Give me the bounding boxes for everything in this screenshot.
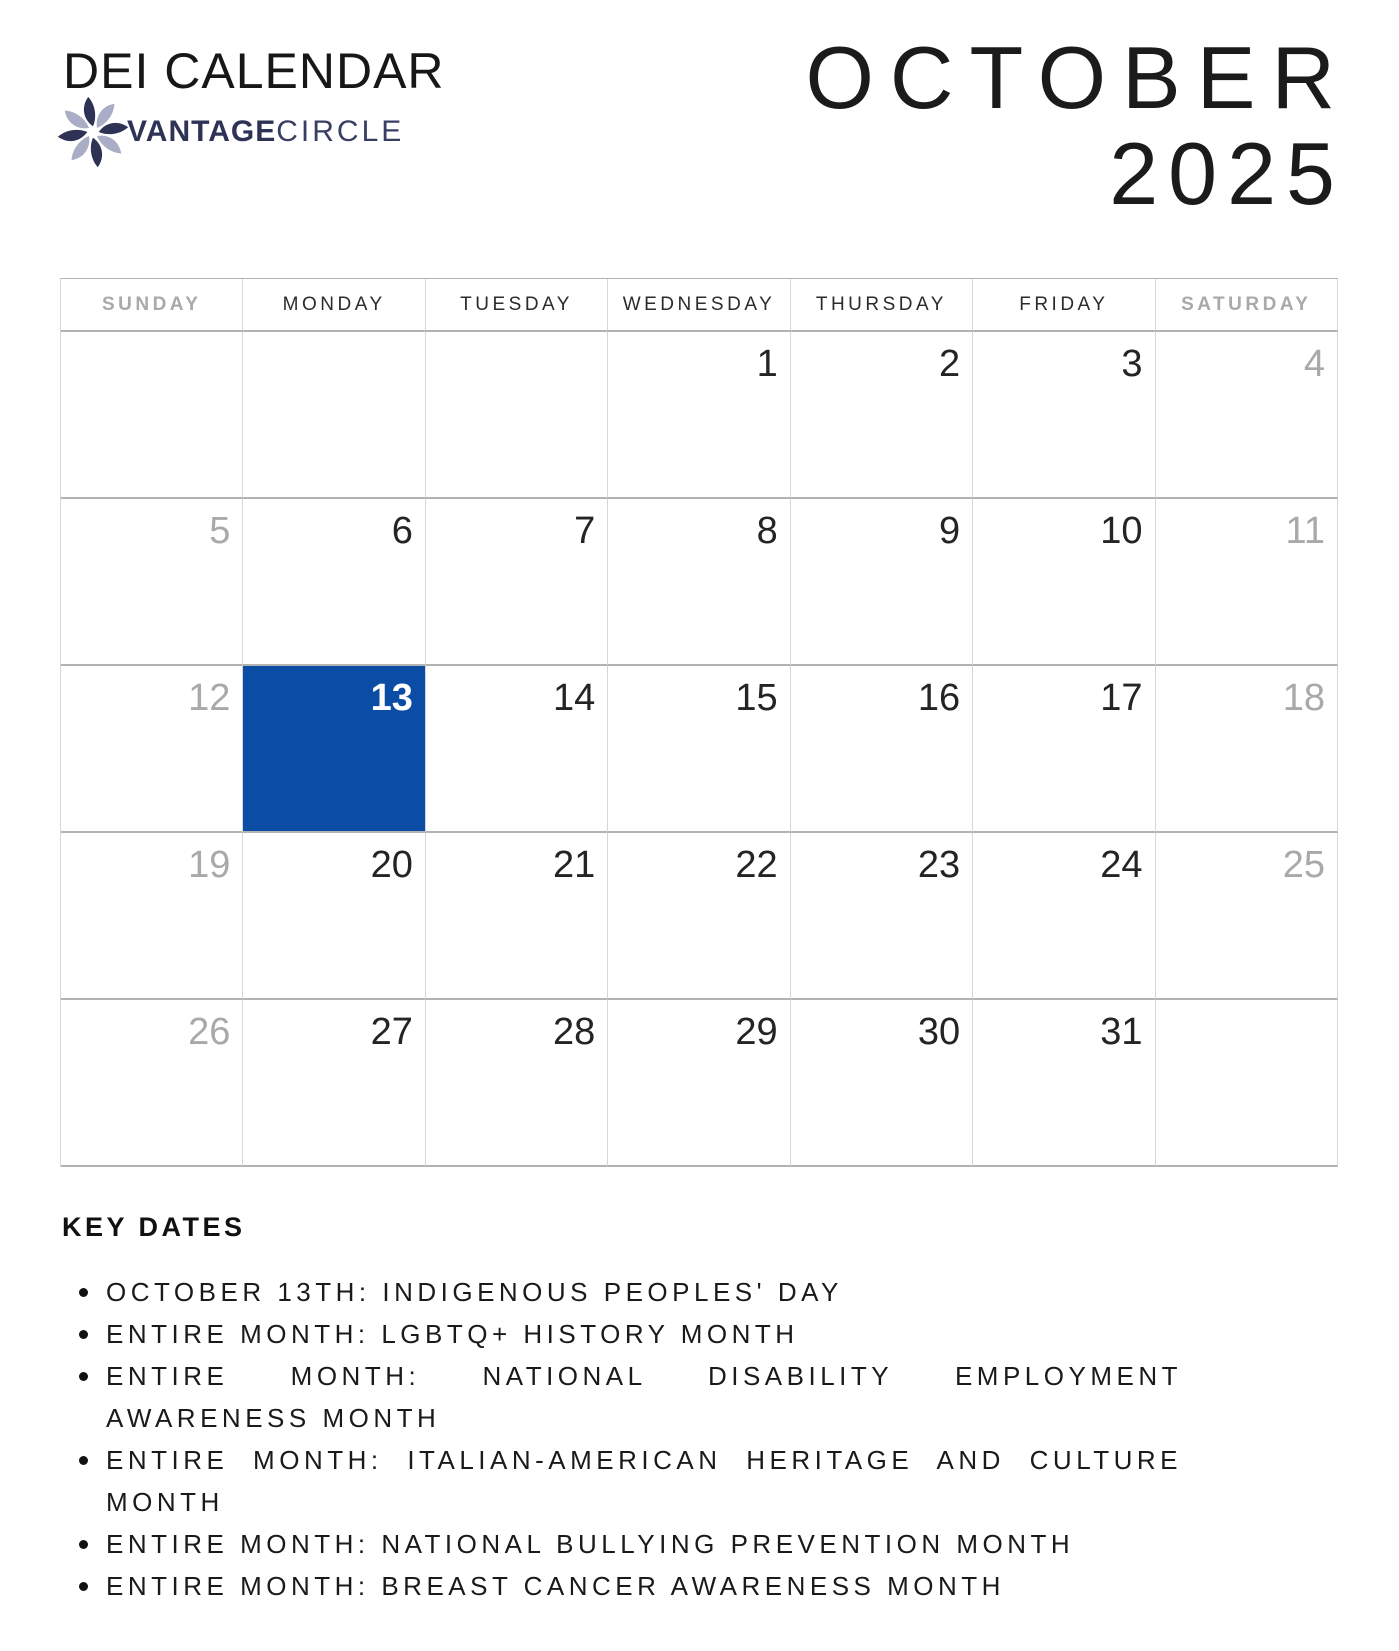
day-cell [973,666,1155,833]
key-date-item: OCTOBER 13TH: INDIGENOUS PEOPLES' DAY [106,1271,1182,1313]
key-date-item: ENTIRE MONTH: LGBTQ+ HISTORY MONTH [106,1313,1182,1355]
day-number: 6 [391,510,413,552]
day-header-row [61,279,1338,332]
day-cell [61,833,243,1000]
day-cell [608,666,790,833]
day-number: 30 [917,1011,961,1053]
day-number: 21 [553,844,596,886]
day-cell [791,1000,973,1167]
key-date-item: ENTIRE MONTH: NATIONAL BULLYING PREVENTION MONTH [106,1523,1182,1565]
day-cell [608,499,790,666]
day-number: 24 [1100,844,1143,886]
day-number [243,332,424,345]
day-header-sunday: SUNDAY [61,279,243,332]
day-number: 17 [1100,677,1143,719]
day-number [61,332,242,345]
day-number: 3 [1121,343,1143,385]
day-number: 11 [1285,510,1325,552]
day-header-friday: FRIDAY [973,279,1155,332]
month-title: OCTOBER [805,28,1351,127]
day-cell [608,1000,790,1167]
day-number: 31 [1100,1011,1143,1053]
day-cell [791,833,973,1000]
day-number: 28 [553,1011,596,1053]
year-title: 2025 [1109,124,1345,223]
day-cell [426,332,608,499]
day-cell [243,332,425,499]
day-number: 12 [188,677,231,719]
day-number: 9 [939,510,961,552]
day-number: 16 [917,677,961,719]
day-number: 19 [188,844,231,886]
day-number: 29 [735,1011,778,1053]
day-cell [1156,1000,1338,1167]
day-number: 22 [735,844,778,886]
day-cell [973,332,1155,499]
month-year-block [805,28,1351,223]
calendar-body [61,332,1338,1167]
key-date-item: ENTIRE MONTH: BREAST CANCER AWARENESS MONTH [106,1565,1182,1607]
day-cell [61,1000,243,1167]
day-number: 27 [370,1011,413,1053]
day-number: 25 [1282,844,1325,886]
brand-name-light: CIRCLE [276,115,405,148]
key-dates-section [62,1212,1262,1607]
day-cell [1156,666,1338,833]
day-number: 4 [1303,343,1325,385]
day-number: 8 [756,510,778,552]
day-cell [791,499,973,666]
day-number: 14 [553,677,596,719]
day-cell [243,1000,425,1167]
flower-pinwheel-icon [55,94,131,170]
vantage-circle-logo [55,94,404,170]
day-cell [426,1000,608,1167]
day-cell [426,666,608,833]
day-number: 18 [1282,677,1325,719]
day-cell-highlighted-13 [243,666,425,833]
day-number: 7 [574,510,596,552]
day-cell [426,499,608,666]
day-cell [973,1000,1155,1167]
day-number: 20 [370,844,413,886]
day-number: 1 [756,343,778,385]
day-cell [61,499,243,666]
day-number: 2 [939,343,961,385]
day-cell [1156,499,1338,666]
day-cell [1156,332,1338,499]
page-title: DEI CALENDAR [63,43,445,99]
day-cell [608,332,790,499]
day-cell [1156,833,1338,1000]
day-cell [61,666,243,833]
day-cell [791,332,973,499]
day-number: 5 [209,510,231,552]
day-cell [608,833,790,1000]
key-dates-title: KEY DATES [62,1212,246,1242]
day-cell [973,499,1155,666]
day-header-monday: MONDAY [243,279,425,332]
day-header-saturday: SATURDAY [1156,279,1338,332]
day-number: 23 [917,844,961,886]
day-number: 13 [370,677,413,719]
day-header-wednesday: WEDNESDAY [608,279,790,332]
day-cell [243,499,425,666]
key-date-item: ENTIRE MONTH: ITALIAN-AMERICAN HERITAGE AND CULTURE MONTH [106,1439,1182,1523]
key-dates-list [62,1271,1182,1607]
key-date-item: ENTIRE MONTH: NATIONAL DISABILITY EMPLOYMENT AWARENESS MONTH [106,1355,1182,1439]
day-number: 26 [188,1011,231,1053]
day-number [1156,1000,1337,1013]
day-header-tuesday: TUESDAY [426,279,608,332]
day-number: 10 [1100,510,1143,552]
day-number [426,332,607,345]
day-cell [61,332,243,499]
day-cell [243,833,425,1000]
day-cell [426,833,608,1000]
calendar-grid [60,278,1338,1167]
day-cell [973,833,1155,1000]
brand-name [127,115,404,149]
day-number: 15 [735,677,778,719]
day-cell [791,666,973,833]
day-header-thursday: THURSDAY [791,279,973,332]
brand-name-bold: VANTAGE [127,115,277,148]
